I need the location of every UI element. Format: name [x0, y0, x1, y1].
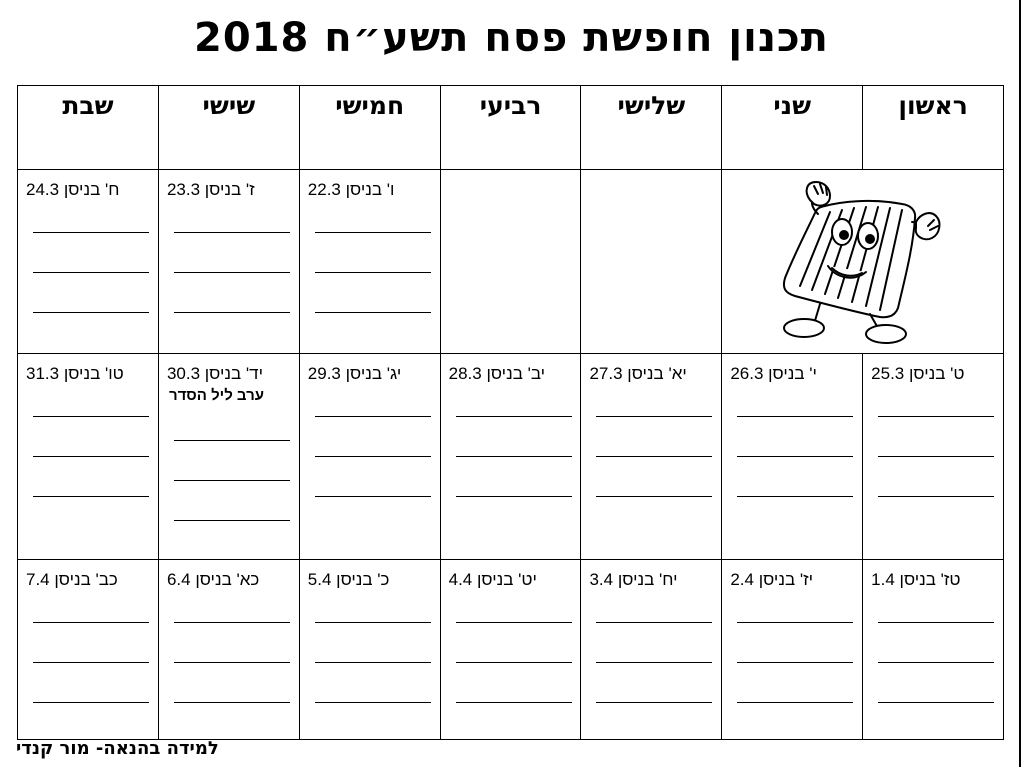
write-line[interactable]	[596, 456, 712, 457]
write-line[interactable]	[878, 496, 994, 497]
day-cell	[158, 560, 299, 740]
day-cell	[722, 560, 863, 740]
day-cell-empty	[440, 170, 581, 354]
day-cell	[299, 354, 440, 560]
write-line[interactable]	[174, 520, 290, 521]
date-label: 22.3 ו' בניסן	[307, 180, 395, 199]
write-line[interactable]	[456, 456, 572, 457]
write-line[interactable]	[456, 496, 572, 497]
write-line[interactable]	[456, 622, 572, 623]
matzah-icon	[770, 178, 948, 346]
write-line[interactable]	[315, 272, 431, 273]
write-line[interactable]	[174, 480, 290, 481]
day-cell	[18, 560, 159, 740]
date-label: 23.3 ז' בניסן	[166, 180, 255, 199]
header-sunday: ראשון	[863, 86, 1004, 170]
day-cell	[863, 354, 1004, 560]
date-label: 5.4 כ' בניסן	[307, 570, 390, 589]
write-line[interactable]	[174, 232, 290, 233]
write-line[interactable]	[878, 662, 994, 663]
write-line[interactable]	[737, 702, 853, 703]
write-line[interactable]	[596, 622, 712, 623]
date-label: 3.4 יח' בניסן	[589, 570, 678, 589]
write-line[interactable]	[737, 662, 853, 663]
page-title: תכנון חופשת פסח תשע״ח 2018	[194, 15, 829, 61]
write-line[interactable]	[174, 622, 290, 623]
write-line[interactable]	[596, 702, 712, 703]
write-line[interactable]	[315, 496, 431, 497]
write-line[interactable]	[456, 416, 572, 417]
day-cell-empty	[581, 170, 722, 354]
page-edge-line	[1019, 0, 1021, 767]
date-label: 24.3 ח' בניסן	[26, 180, 120, 199]
write-line[interactable]	[596, 416, 712, 417]
write-line[interactable]	[596, 662, 712, 663]
write-line[interactable]	[174, 272, 290, 273]
date-label: 26.3 י' בניסן	[730, 364, 817, 383]
day-cell	[581, 560, 722, 740]
header-saturday: שבת	[18, 86, 159, 170]
write-line[interactable]	[174, 440, 290, 441]
write-line[interactable]	[878, 456, 994, 457]
write-line[interactable]	[33, 622, 149, 623]
write-line[interactable]	[456, 662, 572, 663]
write-line[interactable]	[33, 496, 149, 497]
write-line[interactable]	[315, 622, 431, 623]
day-cell	[581, 354, 722, 560]
day-cell-seder-eve	[158, 354, 299, 560]
day-cell	[158, 170, 299, 354]
write-line[interactable]	[33, 232, 149, 233]
write-line[interactable]	[596, 496, 712, 497]
write-line[interactable]	[737, 622, 853, 623]
write-line[interactable]	[315, 456, 431, 457]
matzah-character-illustration	[770, 178, 948, 346]
date-label: 7.4 כב' בניסן	[26, 570, 118, 589]
write-line[interactable]	[33, 272, 149, 273]
write-line[interactable]	[33, 702, 149, 703]
day-cell	[299, 170, 440, 354]
date-label: 4.4 יט' בניסן	[448, 570, 537, 589]
write-line[interactable]	[33, 416, 149, 417]
write-line[interactable]	[315, 702, 431, 703]
write-line[interactable]	[174, 662, 290, 663]
write-line[interactable]	[878, 702, 994, 703]
write-line[interactable]	[315, 232, 431, 233]
write-line[interactable]	[315, 312, 431, 313]
day-cell	[299, 560, 440, 740]
week-row-3	[18, 560, 1004, 740]
date-label: 30.3 יד' בניסן	[166, 364, 263, 383]
date-label: 31.3 טו' בניסן	[26, 364, 124, 383]
seder-eve-note: ערב ליל הסדר	[168, 387, 265, 404]
write-line[interactable]	[878, 622, 994, 623]
header-wednesday: רביעי	[440, 86, 581, 170]
week-row-2	[18, 354, 1004, 560]
header-friday: שישי	[158, 86, 299, 170]
write-line[interactable]	[315, 416, 431, 417]
write-line[interactable]	[33, 456, 149, 457]
header-monday: שני	[722, 86, 863, 170]
write-line[interactable]	[456, 702, 572, 703]
footer-credit: למידה בהנאה- מור קנדי	[16, 738, 219, 759]
date-label: 25.3 ט' בניסן	[871, 364, 965, 383]
write-line[interactable]	[174, 702, 290, 703]
write-line[interactable]	[33, 662, 149, 663]
write-line[interactable]	[737, 496, 853, 497]
day-cell	[440, 560, 581, 740]
date-label: 29.3 יג' בניסן	[307, 364, 402, 383]
day-cell	[722, 354, 863, 560]
write-line[interactable]	[878, 416, 994, 417]
weekday-header-row	[18, 86, 1004, 170]
day-cell	[18, 354, 159, 560]
write-line[interactable]	[33, 312, 149, 313]
header-tuesday: שלישי	[581, 86, 722, 170]
date-label: 27.3 יא' בניסן	[589, 364, 687, 383]
day-cell	[18, 170, 159, 354]
day-cell	[440, 354, 581, 560]
write-line[interactable]	[737, 456, 853, 457]
date-label: 1.4 טז' בניסן	[871, 570, 961, 589]
date-label: 6.4 כא' בניסן	[166, 570, 260, 589]
date-label: 2.4 יז' בניסן	[730, 570, 813, 589]
day-cell	[863, 560, 1004, 740]
write-line[interactable]	[315, 662, 431, 663]
write-line[interactable]	[174, 312, 290, 313]
date-label: 28.3 יב' בניסן	[448, 364, 546, 383]
header-thursday: חמישי	[299, 86, 440, 170]
write-line[interactable]	[737, 416, 853, 417]
